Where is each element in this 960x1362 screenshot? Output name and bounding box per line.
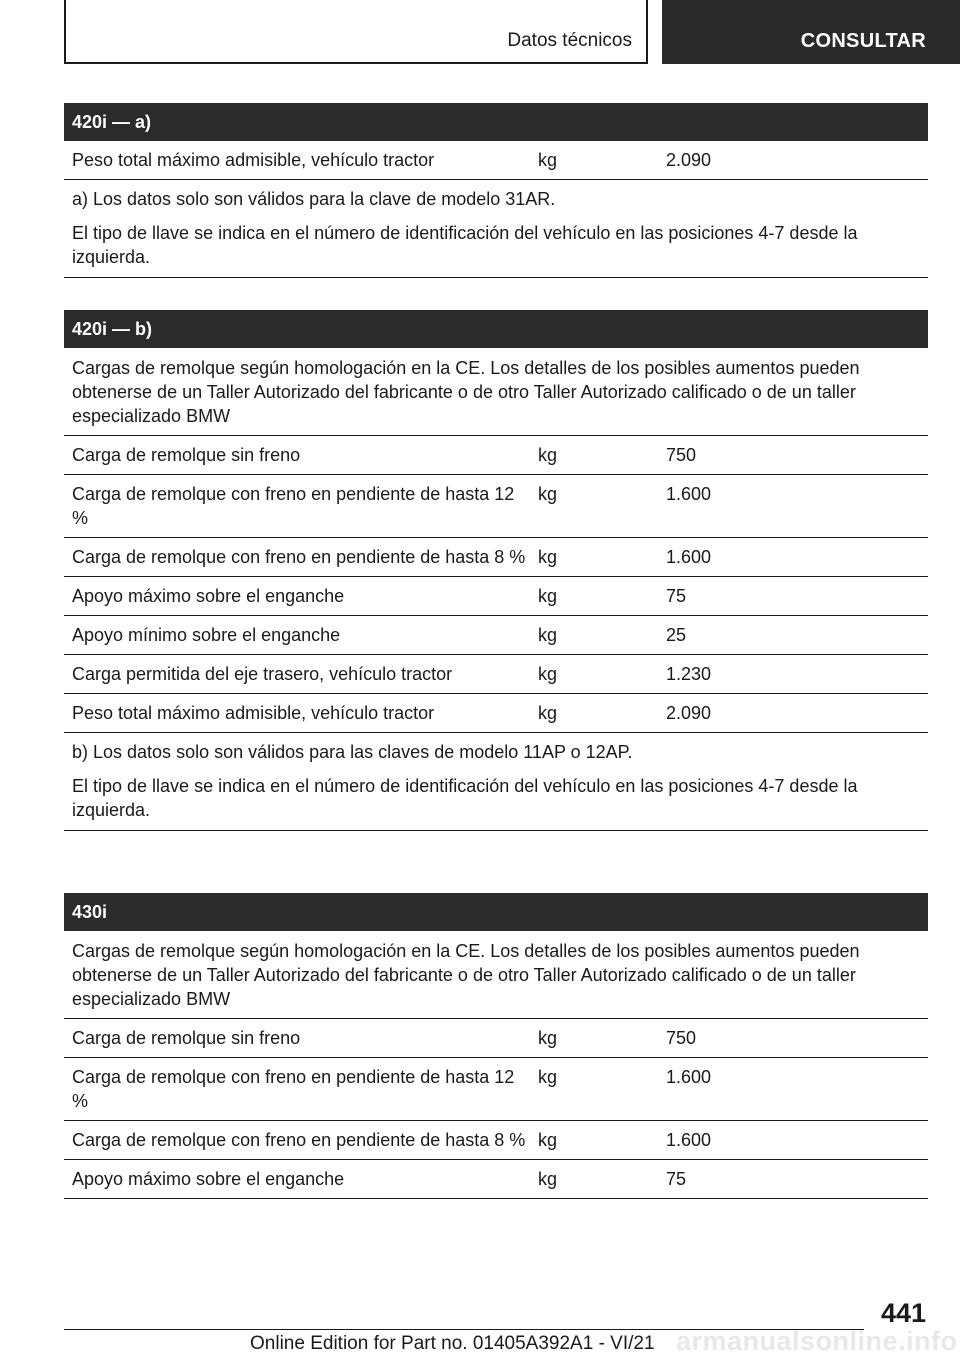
row-label: Carga de remolque sin freno [72,1028,301,1048]
row-unit: kg [538,664,558,684]
footnote: El tipo de llave se indica en el número de identificación del vehículo en las posiciones 4-7 desde la izquierda. [72,776,858,820]
row-value: 1.230 [666,664,712,684]
table-title: 420i — b) [64,310,928,348]
table-row [64,694,928,733]
row-unit: kg [538,703,558,723]
footnote: El tipo de llave se indica en el número de identificación del vehículo en las posiciones 4-7 desde la izquierda. [72,223,858,267]
table-row [64,1058,928,1121]
spec-table-420i-a [64,103,928,278]
row-label: Carga permitida del eje trasero, vehículo tractor [72,664,453,684]
table-notes [64,180,928,278]
table-title: 430i [64,893,928,931]
row-unit: kg [538,586,558,606]
spec-table-430i [64,893,928,1199]
row-value: 750 [666,1028,697,1048]
table-row [64,538,928,577]
row-label: Apoyo mínimo sobre el enganche [72,625,341,645]
row-unit: kg [538,1067,558,1087]
row-label: Carga de remolque con freno en pendiente de hasta 8 % [72,1130,526,1150]
page-number: 441 [880,1298,926,1328]
header-section-box [64,0,648,64]
table-intro: Cargas de remolque según homologación en la CE. Los detalles de los posibles aumentos pueden obtenerse de un Taller Autorizado del fabricante o de otro Taller Autorizado calificado o de un taller especializado BMW [64,931,928,1019]
watermark: armanualsonline.info [676,1326,958,1356]
row-unit: kg [538,625,558,645]
row-value: 75 [666,586,687,606]
row-unit: kg [538,445,558,465]
row-label: Carga de remolque sin freno [72,445,301,465]
table-notes [64,733,928,831]
table-row [64,1121,928,1160]
row-label: Carga de remolque con freno en pendiente de hasta 12 % [72,1067,515,1111]
table-row [64,1160,928,1199]
row-unit: kg [538,1028,558,1048]
row-unit: kg [538,1130,558,1150]
table-row [64,577,928,616]
table-row [64,436,928,475]
row-label: Carga de remolque con freno en pendiente de hasta 8 % [72,547,526,567]
table-row [64,475,928,538]
row-unit: kg [538,150,558,170]
table-row [64,616,928,655]
row-label: Carga de remolque con freno en pendiente de hasta 12 % [72,484,515,528]
row-value: 1.600 [666,1130,712,1150]
table-intro: Cargas de remolque según homologación en la CE. Los detalles de los posibles aumentos pueden obtenerse de un Taller Autorizado del fabricante o de otro Taller Autorizado calificado o de un taller especializado BMW [64,348,928,436]
row-unit: kg [538,1169,558,1189]
row-value: 2.090 [666,150,712,170]
tab-label: CONSULTAR [800,30,926,52]
row-value: 25 [666,625,687,645]
row-label: Peso total máximo admisible, vehículo tractor [72,150,435,170]
row-value: 750 [666,445,697,465]
row-label: Apoyo máximo sobre el enganche [72,1169,345,1189]
table-row [64,655,928,694]
row-value: 1.600 [666,547,712,567]
row-label: Apoyo máximo sobre el enganche [72,586,345,606]
header-tab-consultar[interactable] [662,0,960,64]
table-title: 420i — a) [64,103,928,141]
table-row [64,141,928,180]
edition-note: Online Edition for Part no. 01405A392A1 - VI/21 [250,1333,655,1354]
spec-table-420i-b [64,310,928,831]
row-value: 1.600 [666,1067,712,1087]
row-label: Peso total máximo admisible, vehículo tractor [72,703,435,723]
section-title: Datos técnicos [507,30,632,51]
footnote: a) Los datos solo son válidos para la clave de modelo 31AR. [72,189,556,209]
row-unit: kg [538,547,558,567]
row-value: 2.090 [666,703,712,723]
row-value: 75 [666,1169,687,1189]
row-unit: kg [538,484,558,504]
table-row [64,1019,928,1058]
row-value: 1.600 [666,484,712,504]
footnote: b) Los datos solo son válidos para las claves de modelo 11AP o 12AP. [72,742,633,762]
